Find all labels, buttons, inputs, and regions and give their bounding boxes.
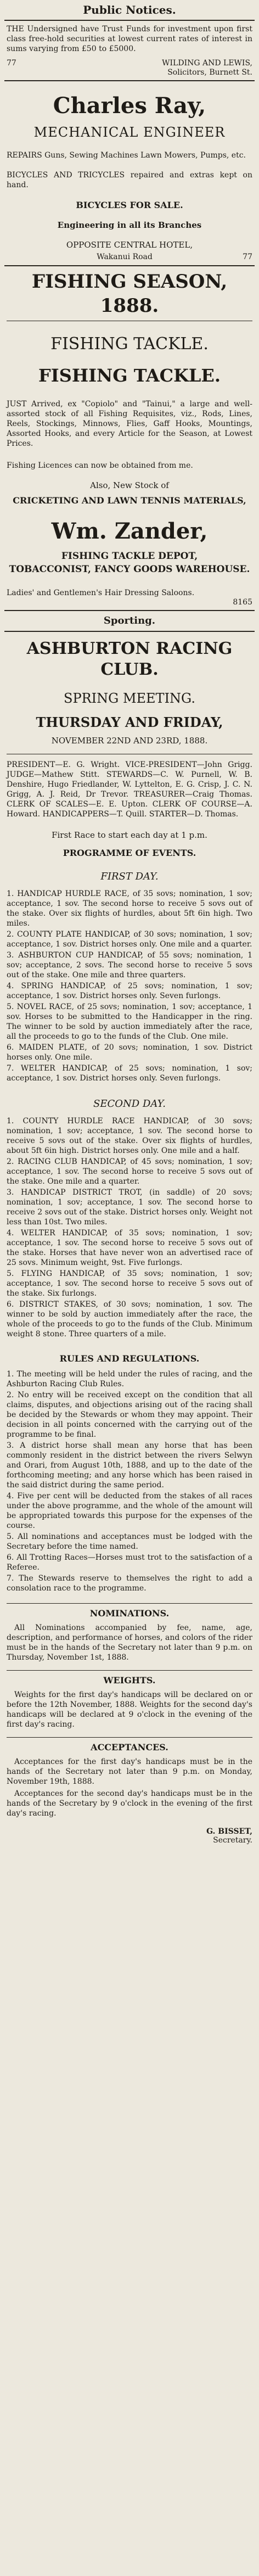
divider [7,1737,252,1738]
rule-item: 4. Five per cent will be deducted from the stakes of all races under the above programme, and the whole of the amount will be appropriated towards this purpose for the expenses of the course. [7,1492,252,1530]
fishing-also: Also, New Stock of [90,480,169,490]
rule-item: 5. All nominations and acceptances must be lodged with the Secretary before the time named. [7,1532,252,1551]
racing-programme: PROGRAMME OF EVENTS. [63,848,196,858]
charles-bicycles-sale: BICYCLES FOR SALE. [76,200,183,210]
charles-address1: OPPOSITE CENTRAL HOTEL, [66,240,193,250]
first-day-item: 1. HANDICAP HURDLE RACE, of 35 sovs; nomination, 1 sov; acceptance, 1 sov. The second horse to receive 5 sovs out of the stake. Over six flights of hurdles, about 5ft 6in high. Two miles. [7,889,252,928]
second-day-list [7,1116,252,1339]
first-day-item: 7. WELTER HANDICAP, of 25 sovs; nomination, 1 sov; acceptance, 1 sov. District horses only. Seven furlongs. [7,1064,252,1083]
second-day-item: 2. RACING CLUB HANDICAP, of 45 sovs; nomination, 1 sov; acceptance, 1 sov. The second horse to receive 5 sovs out of the stake. One mile and a quarter. [7,1157,252,1186]
rules-label: RULES AND REGULATIONS. [59,1353,200,1364]
trust-body: THE Undersigned have Trust Funds for investment upon first class free-hold securities at lowest current rates of interest in sums varying from £50 to £5000. [7,25,252,53]
trust-number: 77 [7,59,16,68]
divider [4,20,255,21]
racing-meeting: SPRING MEETING. [64,691,195,706]
divider [7,1603,252,1604]
weights-body: Weights for the first day's handicaps will be declared on or before the 12th November, 1888. Weights for the second day's handicaps will be declared at 9 o'clock in the evening of the first day's racing. [7,1690,252,1729]
first-day-label: FIRST DAY. [100,871,159,882]
charles-address-row [7,252,252,262]
first-day-list [7,889,252,1083]
rule-item: 1. The meeting will be held under the rules of racing, and the Ashburton Racing Club Rules. [7,1370,252,1388]
charles-ray-ad [4,85,255,262]
rule-item: 2. No entry will be received except on the condition that all claims, disputes, and objections arising out of the racing shall be decided by the Stewards or whom they may appoint. Their decision in all points concerned with the carrying out of the programme to be final. [7,1391,252,1439]
racing-days: THURSDAY AND FRIDAY, [36,714,223,730]
zander-tobacco: TOBACCONIST, FANCY GOODS WAREHOUSE. [9,564,250,575]
secretary-name: G. BISSET, [206,1827,252,1836]
nominations-label: NOMINATIONS. [89,1608,170,1619]
charles-address2: Wakanui Road [97,253,153,261]
first-day-item: 5. NOVEL RACE, of 25 sovs; nomination, 1 sov; acceptance, 1 sov. Horses to be submitted to the Handicapper in the ring. The winner to be sold by auction immediately after the race, all the proceeds to go to the funds of the Club. One mile. [7,1003,252,1041]
charles-engineering: Engineering in all its Branches [57,220,202,230]
section-header-sporting: Sporting. [103,615,156,626]
fishing-tackle-2: FISHING TACKLE. [38,365,221,386]
second-day-label: SECOND DAY. [93,1098,166,1110]
acceptances-label: ACCEPTANCES. [91,1742,168,1752]
zander-depot: FISHING TACKLE DEPOT, [61,551,198,562]
charles-title: MECHANICAL ENGINEER [33,125,226,140]
fishing-ad [4,270,255,607]
trust-signers: WILDING AND LEWIS, [162,59,252,68]
zander-name: Wm. Zander, [51,518,208,544]
charles-repairs: REPAIRS Guns, Sewing Machines Lawn Mowers, Pumps, etc. [7,151,246,160]
first-day-item: 2. COUNTY PLATE HANDICAP, of 30 sovs; nomination, 1 sov; acceptance, 1 sov. District horses only. One mile and a quarter. [7,930,252,949]
rule-item: 3. A district horse shall mean any horse that has been commonly resident in the district between the rivers Selwyn and Orari, from August 10th, 1888, and up to the date of the forthcoming meeting; and any horse which has been raised in the said district during the same period. [7,1441,252,1489]
trust-funds-notice [4,24,255,77]
rule-item: 7. The Stewards reserve to themselves the right to add a consolation race to the programme. [7,1574,252,1593]
fishing-tackle-1: FISHING TACKLE. [50,334,209,354]
charles-bicycles: BICYCLES AND TRICYCLES repaired and extras kept on hand. [7,171,252,189]
trust-signature-row [7,58,252,68]
charles-number: 77 [243,253,252,261]
second-day-item: 1. COUNTY HURDLE RACE HANDICAP, of 30 sovs; nomination, 1 sov; acceptance, 1 sov. The second horse to receive 5 sovs out of the stake. Over six flights of hurdles, about 5ft 6in high. District horses only. One mile and a half. [7,1117,252,1155]
first-day-item: 4. SPRING HANDICAP, of 25 sovs; nomination, 1 sov; acceptance, 1 sov. District horses only. Seven furlongs. [7,982,252,1000]
second-day-item: 6. DISTRICT STAKES, of 30 sovs; nomination, 1 sov. The winner to be sold by auction immediately after the race, the whole of the proceeds to go to the funds of the Club. Minimum weight 8 stone. Three quarters of a mile. [7,1300,252,1339]
divider [4,610,255,611]
divider [4,80,255,81]
weights-label: WEIGHTS. [103,1675,156,1685]
divider [4,631,255,632]
newspaper-page [4,0,255,1845]
acceptances-body-1: Acceptances for the first day's handicaps must be in the hands of the Secretary not later than 9 p.m. on Monday, November 19th, 1888. [7,1757,252,1786]
charles-name: Charles Ray, [53,93,206,119]
zander-saloons: Ladies' and Gentlemen's Hair Dressing Saloons. [7,589,195,597]
divider [7,1670,252,1671]
racing-officers: PRESIDENT—E. G. Wright. VICE-PRESIDENT—John Grigg. JUDGE—Mathew Stitt. STEWARDS—C. W. Purnell, W. B. Denshire, Hugo Friedlander, W. Lyttelton, E. G. Crisp, J. C. N. Grigg, A. J. Reid, Dr Trevor. TREASURER—Craig Thomas. CLERK OF SCALES—E. E. Upton. CLERK OF COURSE—A. Howard. HANDICAPPERS—T. Quill. STARTER—D. Thomas. [7,760,252,819]
acceptances-body-2: Acceptances for the second day's handicaps must be in the hands of the Secretary by 9 o'clock in the evening of the first day's racing. [7,1789,252,1818]
fishing-cricket: CRICKETING AND LAWN TENNIS MATERIALS, [13,495,246,506]
second-day-item: 5. FLYING HANDICAP, of 35 sovs; nomination, 1 sov; acceptance, 1 sov. The second horse to receive 5 sovs out of the stake. Six furlongs. [7,1269,252,1298]
divider [4,265,255,266]
racing-first-race: First Race to start each day at 1 p.m. [52,830,207,840]
second-day-item: 3. HANDICAP DISTRICT TROT, (in saddle) of 20 sovs; nomination, 1 sov; acceptance, 1 sov. The second horse to receive 2 sovs out of the stake. District horses only. Weight not less than 10st. Two miles. [7,1188,252,1227]
fishing-season: FISHING SEASON, 1888. [31,271,228,317]
first-day-item: 6. MAIDEN PLATE, of 20 sovs; nomination, 1 sov. District horses only. One mile. [7,1043,252,1062]
racing-club-name: ASHBURTON RACING CLUB. [26,639,233,679]
section-header-public-notices: Public Notices. [83,3,176,16]
fishing-body: JUST Arrived, ex "Copiolo" and "Tainui," a large and well-assorted stock of all Fishing Requisites, viz., Rods, Lines, Reels, Stockings, Minnows, Flies, Gaff Hooks, Mountings, Assorted Hooks, and every Article for the Season, at Lowest Prices. [7,400,252,448]
second-day-item: 4. WELTER HANDICAP, of 35 sovs; nomination, 1 sov; acceptance, 1 sov. The second horse to receive 5 sovs out of the stake. Horses that have never won an advertised race of 25 sovs. Minimum weight, 9st. Five furlongs. [7,1229,252,1267]
first-day-item: 3. ASHBURTON CUP HANDICAP, of 55 sovs; nomination, 1 sov; acceptance, 2 sovs. The second horse to receive 5 sovs out of the stake. One mile and three quarters. [7,951,252,979]
racing-dates: NOVEMBER 22ND AND 23RD, 1888. [51,736,208,746]
rules-list [7,1369,252,1593]
secretary-role: Secretary. [213,1836,252,1845]
nominations-body: All Nominations accompanied by fee, name, age, description, and performance of horses, and colors of the rider must be in the hands of the Secretary not later than 9 p.m. on Thursday, November 1st, 1888. [7,1623,252,1662]
rule-item: 6. All Trotting Races—Horses must trot to the satisfaction of a Referee. [7,1553,252,1572]
fishing-licence: Fishing Licences can now be obtained from me. [7,461,193,470]
racing-club-ad [4,639,255,1845]
trust-role: Solicitors, Burnett St. [167,68,252,77]
zander-number: 8165 [233,598,252,607]
